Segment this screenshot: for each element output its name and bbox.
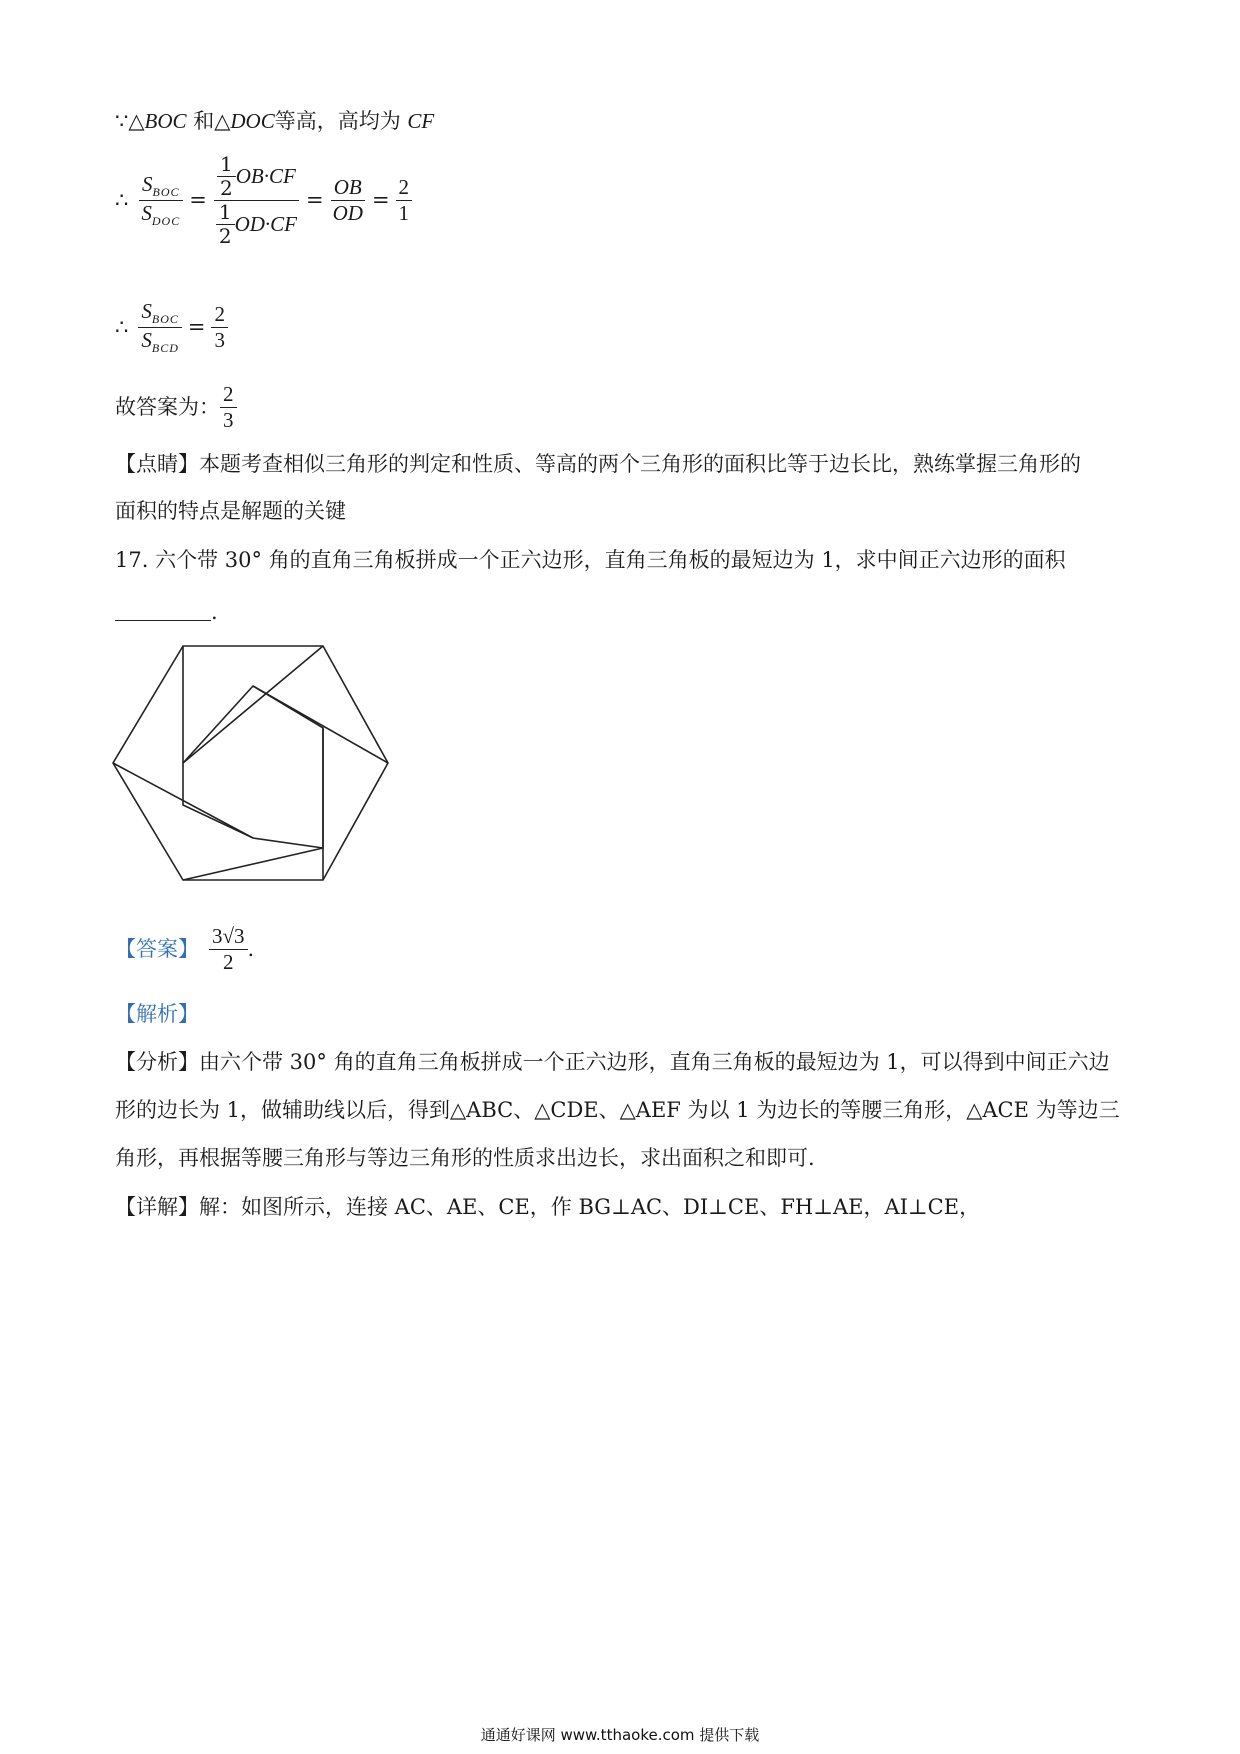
outer-hexagon (113, 646, 388, 880)
equation-area-ratio-bcd: ∴ $\frac{S_{BOC}}{S_{BCD}}$ = $\frac{2}{3}$ (115, 292, 228, 362)
fraction-answer-value: $\frac{3√3}{2}$ (209, 924, 248, 973)
fraction-ob-od: $\frac{OB}{OD}$ (332, 175, 363, 225)
comment-line-2: 面积的特点是解题的关键 (115, 499, 346, 523)
blank-line (115, 620, 211, 621)
edge-5 (183, 848, 323, 880)
fraction-s-ratio: $\frac{S_{BOC}}{S_{DOC}}$ (138, 172, 183, 229)
fraction-area-formula: $\frac{1}{2}$ OB·CF $\frac{1}{2}$ OD·CF (213, 153, 300, 248)
hexagon-figure (105, 640, 395, 890)
analysis-line-3: 角形，再根据等腰三角形与等边三角形的性质求出边长，求出面积之和即可. (115, 1146, 815, 1170)
fraction-s-boc-bcd: $\frac{S_{BOC}}{S_{BCD}}$ (138, 299, 182, 356)
edge-2 (183, 646, 323, 763)
analysis-line-1: 【分析】由六个带 30° 角的直角三角板拼成一个正六边形，直角三角板的最短边为 1，可以得到中间正六边 (115, 1050, 1110, 1074)
comment-line-1: 【点睛】本题考查相似三角形的判定和性质、等高的两个三角形的面积比等于边长比，熟练掌握三角形的 (115, 452, 1081, 476)
edge-3 (253, 686, 388, 763)
answer-section: 【答案】 $\frac{3√3}{2}$ . (115, 924, 255, 974)
inner-hexagon (183, 686, 323, 848)
fraction-two-one: $\frac{2}{1}$ (396, 175, 413, 224)
answer-blank: . (115, 598, 218, 626)
answer-line: 故答案为： $\frac{2}{3}$ (115, 372, 237, 442)
footer-text: 通通好课网 www.tthaoke.com 提供下载 (480, 1726, 760, 1744)
equation-area-ratio: ∴ $\frac{S_{BOC}}{S_{DOC}}$ = $\frac{1}{2}$ OB·CF $\frac{1}{2}$ OD·CF = $\frac{OB}{OD}$ = $\frac{2}{1}$ (115, 150, 412, 250)
analysis-line-2: 形的边长为 1，做辅助线以后，得到△ABC、△CDE、△AEF 为以 1 为边长的等腰三角形，△ACE 为等边三 (115, 1098, 1120, 1122)
fraction-two-thirds: $\frac{2}{3}$ (211, 302, 228, 351)
fraction-answer: $\frac{2}{3}$ (220, 382, 237, 431)
jiexi-tag: 【解析】 (115, 1002, 199, 1026)
question-17: 17. 六个带 30° 角的直角三角板拼成一个正六边形，直角三角板的最短边为 1，求中间正六边形的面积 (115, 548, 1066, 572)
line-same-height: ∵△BOC 和△DOC等高，高均为 CF (115, 109, 435, 133)
detail-line: 【详解】解：如图所示，连接 AC、AE、CE，作 BG⊥AC、DI⊥CE、FH⊥AE，AI⊥CE， (115, 1195, 981, 1219)
